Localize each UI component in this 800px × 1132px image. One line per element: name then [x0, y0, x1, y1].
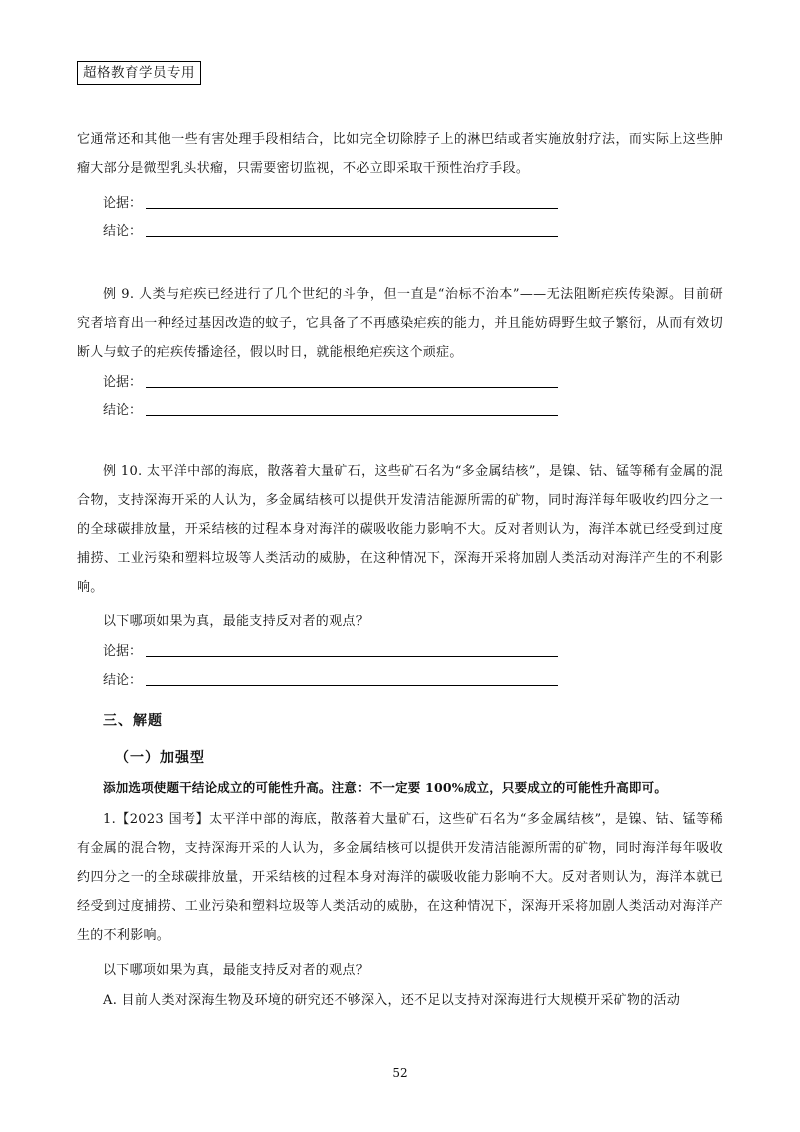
section-title: 三、解题 — [103, 713, 163, 729]
paragraph-example9: 例 9. 人类与疟疾已经进行了几个世纪的斗争，但一直是“治标不治本”——无法阻断疟疾传染源。目前研究者培育出一种经过基因改造的蚊子，它具备了不再感染疟疾的能力，并且能妨碍野生蚊子繁衍，从而有效切断人与蚊子的疟疾传播途径，假以时日，就能根绝疟疾这个顽症。 — [77, 287, 723, 360]
premise-blank[interactable] — [146, 387, 558, 388]
premise-row-10 — [103, 642, 143, 662]
header-label-box: 超格教育学员专用 — [77, 61, 201, 85]
premise-blank[interactable] — [146, 656, 558, 657]
conclusion-row-1 — [103, 222, 143, 242]
conclusion-blank[interactable] — [146, 236, 558, 237]
premise-blank[interactable] — [146, 208, 558, 209]
paragraph-q1: 1.【2023 国考】太平洋中部的海底，散落着大量矿石，这些矿石名为“多金属结核”，是镍、钴、锰等稀有金属的混合物，支持深海开采的人认为，多金属结核可以提供开发清洁能源所需的矿物，同时海洋每年吸收约四分之一的全球碳排放量，开采结核的过程本身对海洋的碳吸收能力影响不大。反对者则认为，海洋本就已经受到过度捕捞、工业污染和塑料垃圾等人类活动的威胁，在这种情况下，深海开采将加剧人类活动对海洋产生的不利影响。 — [77, 812, 723, 943]
paragraph-block1: 它通常还和其他一些有害处理手段相结合，比如完全切除脖子上的淋巴结或者实施放射疗法，而实际上这些肿瘤大部分是微型乳头状瘤，只需要密切监视，不必立即采取干预性治疗手段。 — [77, 132, 723, 176]
subsection-title: （一）加强型 — [115, 750, 205, 766]
conclusion-blank[interactable] — [146, 685, 558, 686]
premise-label: 论据： — [103, 375, 143, 390]
question-example10: 以下哪项如果为真，最能支持反对者的观点？ — [103, 614, 370, 629]
conclusion-row-10 — [103, 671, 143, 691]
conclusion-label: 结论： — [103, 673, 143, 688]
premise-label: 论据： — [103, 644, 143, 659]
page-number: 52 — [392, 1066, 408, 1080]
note-line: 添加选项使题干结论成立的可能性升高。注意：不一定要 100%成立，只要成立的可能性升高即可。 — [103, 780, 668, 795]
conclusion-label: 结论： — [103, 403, 143, 418]
question-q1: 以下哪项如果为真，最能支持反对者的观点？ — [103, 963, 370, 978]
premise-label: 论据： — [103, 196, 143, 211]
conclusion-row-9 — [103, 401, 143, 421]
option-a[interactable]: A. 目前人类对深海生物及环境的研究还不够深入，还不足以支持对深海进行大规模开采矿物的活动 — [103, 993, 681, 1008]
premise-row-9 — [103, 373, 143, 393]
conclusion-blank[interactable] — [146, 415, 558, 416]
paragraph-example10: 例 10. 太平洋中部的海底，散落着大量矿石，这些矿石名为“多金属结核”，是镍、钴、锰等稀有金属的混合物，支持深海开采的人认为，多金属结核可以提供开发清洁能源所需的矿物，同时海洋每年吸收约四分之一的全球碳排放量，开采结核的过程本身对海洋的碳吸收能力影响不大。反对者则认为，海洋本就已经受到过度捕捞、工业污染和塑料垃圾等人类活动的威胁，在这种情况下，深海开采将加剧人类活动对海洋产生的不利影响。 — [77, 464, 723, 595]
conclusion-label: 结论： — [103, 224, 143, 239]
premise-row-1 — [103, 194, 143, 214]
